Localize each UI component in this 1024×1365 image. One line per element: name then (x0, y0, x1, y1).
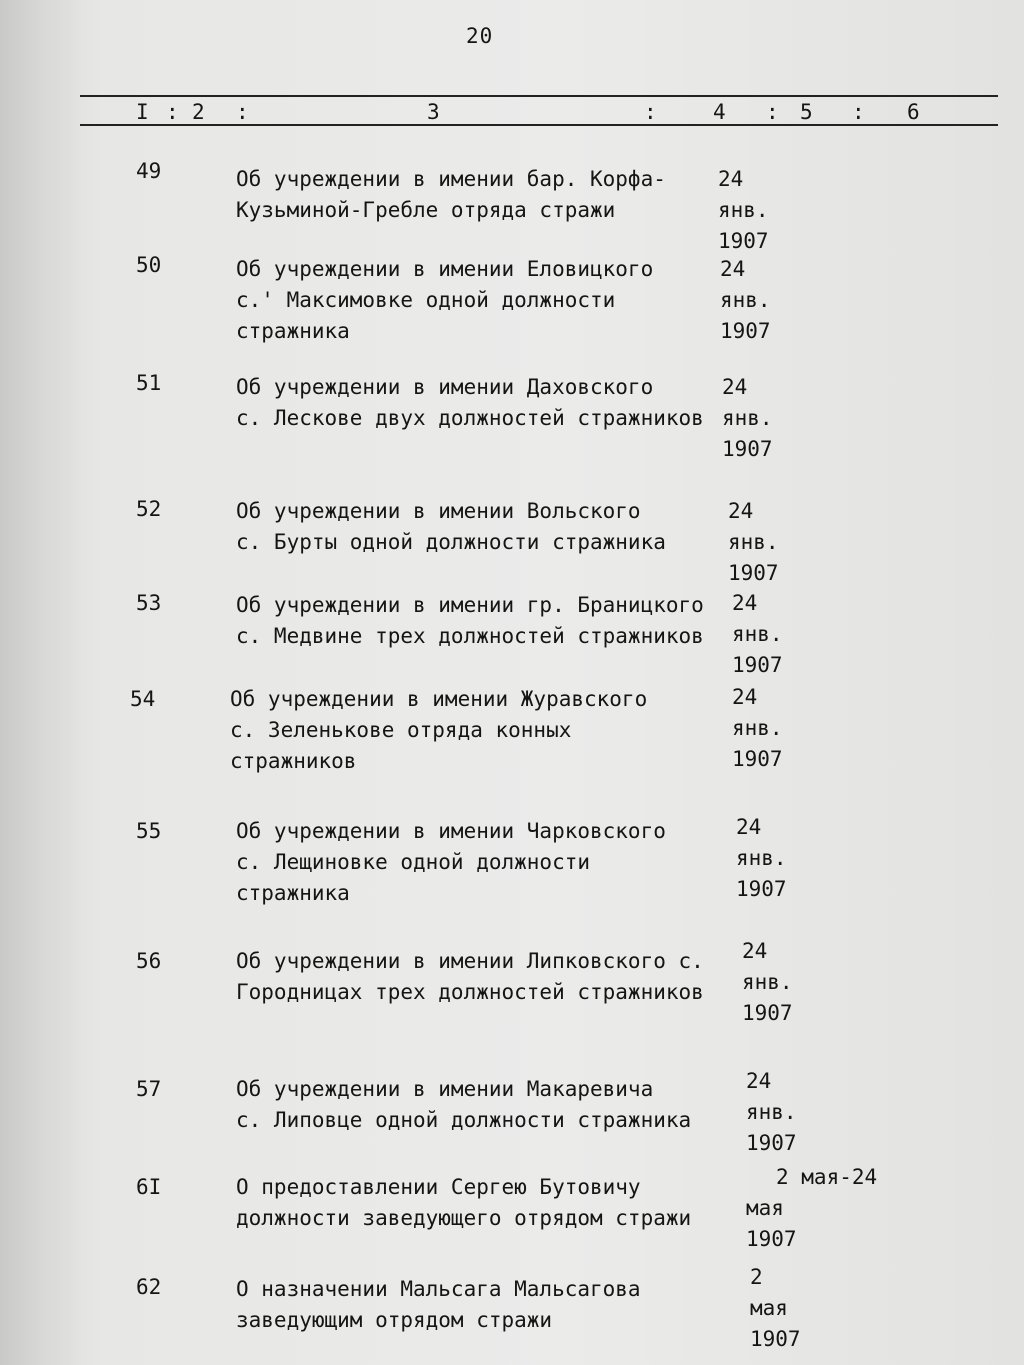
column-separator: : (166, 100, 179, 124)
entry-title: Об учреждении в имении гр. Браницкого с. Медвине трех должностей стражников (236, 593, 704, 648)
entry-date: 24 янв. 1907 (736, 815, 787, 901)
page-number: 20 (466, 24, 494, 48)
entry-date: 24 янв. 1907 (718, 167, 769, 253)
entry-title: О предоставлении Сергею Бутовичу должности заведующего отрядом стражи (236, 1175, 692, 1230)
entry-title: Об учреждении в имении бар. Корфа- Кузьминой-Гребле отряда стражи (236, 167, 666, 222)
column-separator: : (644, 100, 657, 124)
entry-number: 53 (136, 591, 162, 615)
column-separator: : (236, 100, 249, 124)
entry-number: 62 (136, 1275, 162, 1299)
entry-number: 6I (136, 1175, 162, 1199)
entry-number: 49 (136, 159, 162, 183)
entry-date: 24 янв. 1907 (722, 375, 773, 461)
entry-date: 24 янв. 1907 (728, 499, 779, 585)
entry-title: Об учреждении в имении Макаревича с. Липовце одной должности стражника (236, 1077, 692, 1132)
entry-number: 54 (130, 687, 156, 711)
entry-title: Об учреждении в имении Вольского с. Бурты одной должности стражника (236, 499, 666, 554)
header-rule-top (80, 95, 998, 97)
entry-date: 2 мая-24 мая 1907 (746, 1165, 878, 1251)
entry-number: 57 (136, 1077, 162, 1101)
column-header-3: 3 (427, 100, 440, 124)
column-separator: : (852, 100, 865, 124)
header-rule-bottom (80, 124, 998, 126)
column-header-1: I (136, 100, 149, 124)
column-header-4: 4 (713, 100, 726, 124)
entry-date: 24 янв. 1907 (732, 685, 783, 771)
column-separator: : (766, 100, 779, 124)
entry-date: 24 янв. 1907 (742, 939, 793, 1025)
entry-date: 24 янв. 1907 (732, 591, 783, 677)
entry-title: Об учреждении в имении Даховского с. Лескове двух должностей стражников (236, 375, 704, 430)
column-header-6: 6 (907, 100, 920, 124)
entry-number: 50 (136, 253, 162, 277)
entry-title: Об учреждении в имении Журавского с. Зеленькове отряда конных стражников (230, 687, 648, 773)
entry-title: Об учреждении в имении Липковского с. Городницах трех должностей стражников (236, 949, 704, 1004)
entry-date: 24 янв. 1907 (720, 257, 771, 343)
entry-number: 51 (136, 371, 162, 395)
column-header-5: 5 (800, 100, 813, 124)
entry-date: 24 янв. 1907 (746, 1069, 797, 1155)
entry-title: О назначении Мальсага Мальсагова заведующим отрядом стражи (236, 1277, 641, 1332)
entry-number: 55 (136, 819, 162, 843)
entry-date: 2 мая 1907 (750, 1265, 801, 1351)
entry-number: 52 (136, 497, 162, 521)
column-header-2: 2 (192, 100, 205, 124)
entry-title: Об учреждении в имении Чарковского с. Лещиновке одной должности стражника (236, 819, 666, 905)
entry-number: 56 (136, 949, 162, 973)
binding-shadow (0, 0, 80, 1365)
entry-title: Об учреждении в имении Еловицкого с.' Максимовке одной должности стражника (236, 257, 654, 343)
